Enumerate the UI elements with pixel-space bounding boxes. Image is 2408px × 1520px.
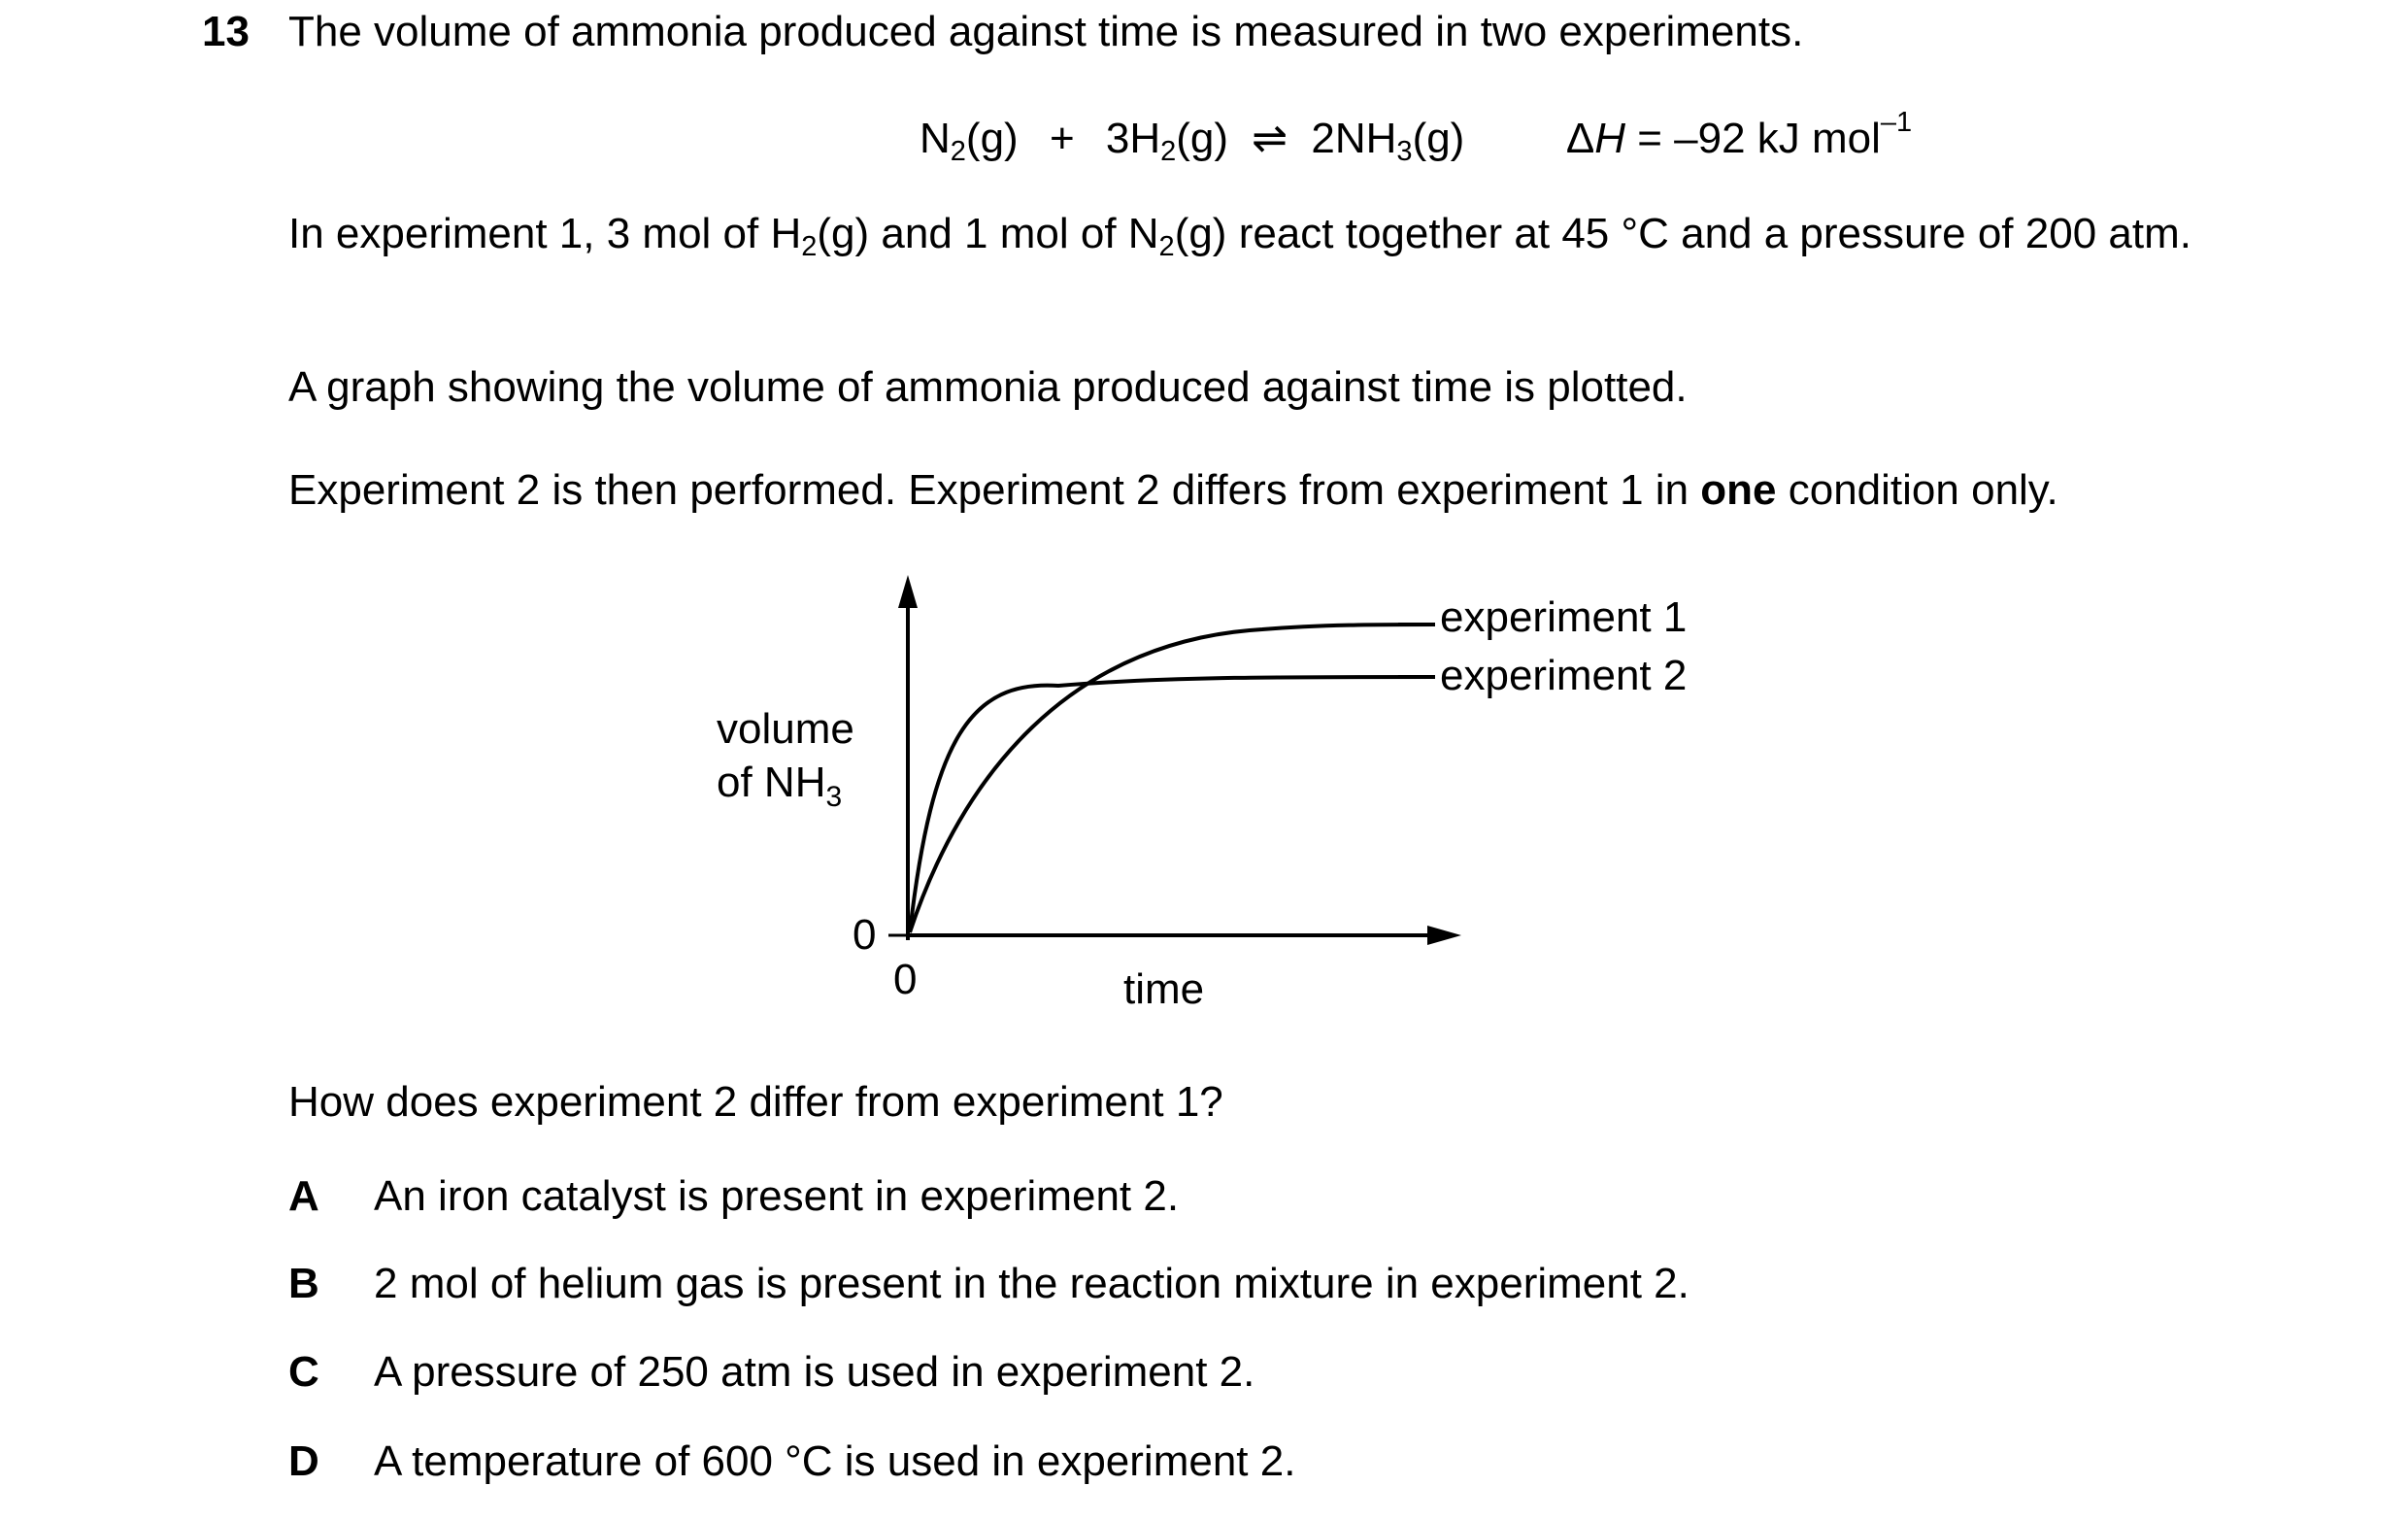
question-stem: The volume of ammonia produced against time is measured in two experiments. — [288, 8, 1804, 55]
option-text: A pressure of 250 atm is used in experiment 2. — [374, 1348, 1255, 1396]
option-d[interactable] — [288, 1437, 1295, 1487]
y-axis-arrowhead-icon — [898, 575, 918, 608]
legend-experiment-1: experiment 1 — [1440, 593, 1688, 641]
reactant-hydrogen: $3H_2(g)$ — [1105, 115, 1229, 167]
x-axis-arrowhead-icon — [1427, 926, 1461, 945]
y-axis-label-line2: of $NH_3$ — [717, 759, 843, 813]
option-text: A temperature of 600 °C is used in experiment 2. — [374, 1437, 1296, 1485]
experiment-1-description: In experiment 1, 3 mol of $H_2(g)$ and 1 mol of $N_2(g)$ react together at 45 °C and a pressure of 200 atm. — [288, 210, 2191, 262]
option-letter: D — [288, 1437, 319, 1485]
x-axis-zero-label: 0 — [893, 956, 918, 1003]
legend-experiment-2: experiment 2 — [1440, 652, 1688, 699]
equilibrium-arrow-icon: ⇌ — [1252, 115, 1288, 162]
curve-experiment-2 — [910, 677, 1435, 932]
question-prompt: How does experiment 2 differ from experiment 1? — [288, 1078, 1223, 1126]
question-number: 13 — [202, 8, 250, 55]
reactant-nitrogen: $N_2(g)$ — [920, 115, 1019, 167]
option-text: An iron catalyst is present in experiment 2. — [374, 1172, 1180, 1220]
option-letter: B — [288, 1260, 319, 1307]
x-axis-label: time — [1123, 965, 1205, 1013]
option-letter: C — [288, 1348, 319, 1396]
enthalpy-change: ΔH = –92 kJ mol$^{-1}$ — [1565, 107, 1913, 162]
option-text: 2 mol of helium gas is present in the reaction mixture in experiment 2. — [374, 1260, 1689, 1307]
experiment-2-description: Experiment 2 is then performed. Experiment 2 differs from experiment 1 in one condition only. — [288, 466, 2058, 514]
y-axis-zero-label: 0 — [853, 911, 877, 959]
option-a[interactable] — [288, 1172, 1179, 1222]
graph-description: A graph showing the volume of ammonia produced against time is plotted. — [288, 363, 1688, 411]
option-c[interactable] — [288, 1348, 1254, 1398]
option-b[interactable] — [288, 1260, 1689, 1309]
option-letter: A — [288, 1172, 319, 1220]
y-axis-label-line1: volume — [717, 705, 854, 753]
plus-sign: + — [1049, 115, 1075, 162]
product-ammonia: $2NH_3(g)$ — [1311, 115, 1465, 167]
curve-experiment-1 — [910, 625, 1435, 932]
